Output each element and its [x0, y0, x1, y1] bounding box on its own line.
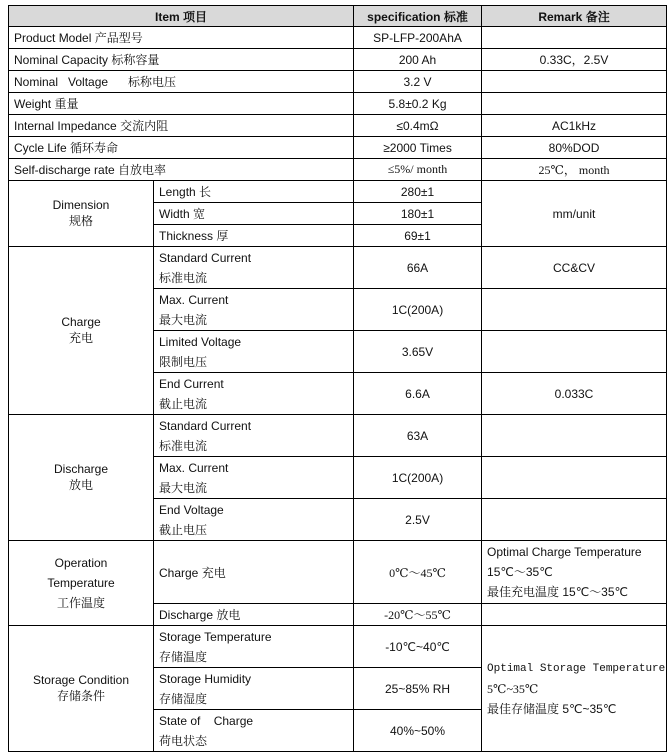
- charge-item-en: Max. Current: [159, 292, 229, 307]
- dimension-group-cn: 规格: [68, 214, 93, 228]
- discharge-item-cn: 截止电压: [159, 522, 208, 537]
- battery-spec-table: [8, 5, 667, 752]
- row-remark: [482, 27, 667, 49]
- operation-discharge-spec: -20℃～55℃: [354, 604, 482, 626]
- table-row: [9, 115, 667, 137]
- discharge-item-en: Max. Current: [159, 460, 229, 475]
- discharge-item-label: [154, 457, 354, 499]
- table-row: [9, 626, 667, 668]
- row-remark: 25℃， month: [482, 159, 667, 181]
- header-item: Item 项目: [9, 6, 354, 27]
- row-label: Internal Impedance 交流内阻: [9, 115, 354, 137]
- operation-discharge-remark: [482, 604, 667, 626]
- charge-item-label: [154, 247, 354, 289]
- row-remark: [482, 93, 667, 115]
- header-row: [9, 6, 667, 27]
- storage-item-en: State of Charge: [159, 713, 254, 728]
- dimension-length-spec: 280±1: [354, 181, 482, 203]
- row-label: Nominal Voltage 标称电压: [9, 71, 354, 93]
- dimension-group-label: [9, 181, 154, 247]
- discharge-group-en: Discharge: [53, 462, 109, 476]
- row-remark: 80%DOD: [482, 137, 667, 159]
- discharge-item-spec: 63A: [354, 415, 482, 457]
- row-remark: 0.33C，2.5V: [482, 49, 667, 71]
- charge-item-cn: 限制电压: [159, 354, 208, 369]
- storage-item-label: [154, 710, 354, 752]
- charge-item-spec: 66A: [354, 247, 482, 289]
- storage-item-cn: 荷电状态: [159, 733, 208, 748]
- operation-group-cn: 工作温度: [56, 596, 105, 610]
- storage-item-label: [154, 668, 354, 710]
- discharge-item-label: [154, 415, 354, 457]
- row-label: Cycle Life 循环寿命: [9, 137, 354, 159]
- discharge-item-en: End Voltage: [159, 502, 224, 517]
- charge-item-cn: 标准电流: [159, 270, 208, 285]
- row-spec: 3.2 V: [354, 71, 482, 93]
- discharge-item-remark: [482, 499, 667, 541]
- charge-item-remark: [482, 289, 667, 331]
- discharge-item-spec: 2.5V: [354, 499, 482, 541]
- dimension-thickness-label: Thickness 厚: [154, 225, 354, 247]
- storage-item-spec: 25~85% RH: [354, 668, 482, 710]
- operation-remark-line3: 最佳充电温度 15℃～35℃: [487, 585, 628, 599]
- charge-item-cn: 最大电流: [159, 312, 208, 327]
- dimension-width-spec: 180±1: [354, 203, 482, 225]
- storage-remark-line2: 5℃~35℃: [487, 681, 539, 696]
- charge-group-cn: 充电: [68, 331, 93, 345]
- storage-item-cn: 存储湿度: [159, 691, 208, 706]
- row-spec: 5.8±0.2 Kg: [354, 93, 482, 115]
- dimension-remark: mm/unit: [482, 181, 667, 247]
- operation-charge-spec: 0℃～45℃: [354, 541, 482, 604]
- operation-remark-line1: Optimal Charge Temperature: [487, 545, 642, 559]
- discharge-item-remark: [482, 457, 667, 499]
- table-row: [9, 71, 667, 93]
- discharge-group-label: [9, 415, 154, 541]
- row-label: Self-discharge rate 自放电率: [9, 159, 354, 181]
- row-spec: ≥2000 Times: [354, 137, 482, 159]
- dimension-width-label: Width 宽: [154, 203, 354, 225]
- table-row: [9, 247, 667, 289]
- operation-charge-remark: [482, 541, 667, 604]
- row-label: Product Model 产品型号: [9, 27, 354, 49]
- discharge-group-cn: 放电: [68, 478, 93, 492]
- charge-item-remark: [482, 331, 667, 373]
- operation-remark-line2: 15℃～35℃: [487, 565, 553, 579]
- storage-item-spec: 40%~50%: [354, 710, 482, 752]
- storage-group-label: [9, 626, 154, 752]
- operation-group-en1: Operation: [54, 556, 108, 570]
- row-spec: 200 Ah: [354, 49, 482, 71]
- charge-item-remark: 0.033C: [482, 373, 667, 415]
- storage-item-en: Storage Temperature: [159, 629, 272, 644]
- table-row: [9, 137, 667, 159]
- charge-item-en: End Current: [159, 376, 224, 391]
- discharge-item-label: [154, 499, 354, 541]
- operation-discharge-label: Discharge 放电: [154, 604, 354, 626]
- charge-group-label: [9, 247, 154, 415]
- storage-group-en: Storage Condition: [32, 673, 130, 687]
- row-spec: ≤0.4mΩ: [354, 115, 482, 137]
- dimension-thickness-spec: 69±1: [354, 225, 482, 247]
- charge-item-label: [154, 289, 354, 331]
- table-row: [9, 49, 667, 71]
- operation-charge-label: Charge 充电: [154, 541, 354, 604]
- header-remark: Remark 备注: [482, 6, 667, 27]
- storage-remark: [482, 626, 667, 752]
- storage-remark-line1: Optimal Storage Temperature: [487, 662, 666, 675]
- charge-item-en: Standard Current: [159, 250, 252, 265]
- discharge-item-remark: [482, 415, 667, 457]
- charge-item-cn: 截止电流: [159, 396, 208, 411]
- table-row: [9, 93, 667, 115]
- row-remark: AC1kHz: [482, 115, 667, 137]
- charge-item-label: [154, 373, 354, 415]
- charge-item-en: Limited Voltage: [159, 334, 242, 349]
- table-row: [9, 27, 667, 49]
- discharge-item-spec: 1C(200A): [354, 457, 482, 499]
- storage-group-cn: 存储条件: [56, 689, 105, 703]
- charge-group-en: Charge: [61, 315, 101, 329]
- storage-item-label: [154, 626, 354, 668]
- charge-item-label: [154, 331, 354, 373]
- discharge-item-cn: 最大电流: [159, 480, 208, 495]
- operation-group-en2: Temperature: [47, 576, 115, 590]
- dimension-length-label: Length 长: [154, 181, 354, 203]
- discharge-item-en: Standard Current: [159, 418, 252, 433]
- table-row: [9, 541, 667, 604]
- table-row: [9, 415, 667, 457]
- storage-item-en: Storage Humidity: [159, 671, 252, 686]
- row-remark: [482, 71, 667, 93]
- storage-remark-line3: 最佳存储温度 5℃~35℃: [487, 701, 617, 716]
- table-row: [9, 181, 667, 203]
- row-label: Nominal Capacity 标称容量: [9, 49, 354, 71]
- operation-group-label: [9, 541, 154, 626]
- row-spec: SP-LFP-200AhA: [354, 27, 482, 49]
- charge-item-spec: 1C(200A): [354, 289, 482, 331]
- discharge-item-cn: 标准电流: [159, 438, 208, 453]
- charge-item-spec: 6.6A: [354, 373, 482, 415]
- dimension-group-en: Dimension: [52, 198, 110, 212]
- charge-item-spec: 3.65V: [354, 331, 482, 373]
- charge-item-remark: CC&CV: [482, 247, 667, 289]
- storage-item-spec: -10℃~40℃: [354, 626, 482, 668]
- row-label: Weight 重量: [9, 93, 354, 115]
- storage-item-cn: 存储温度: [159, 649, 208, 664]
- table-row: [9, 159, 667, 181]
- header-spec: specification 标准: [354, 6, 482, 27]
- row-spec: ≤5%/ month: [354, 159, 482, 181]
